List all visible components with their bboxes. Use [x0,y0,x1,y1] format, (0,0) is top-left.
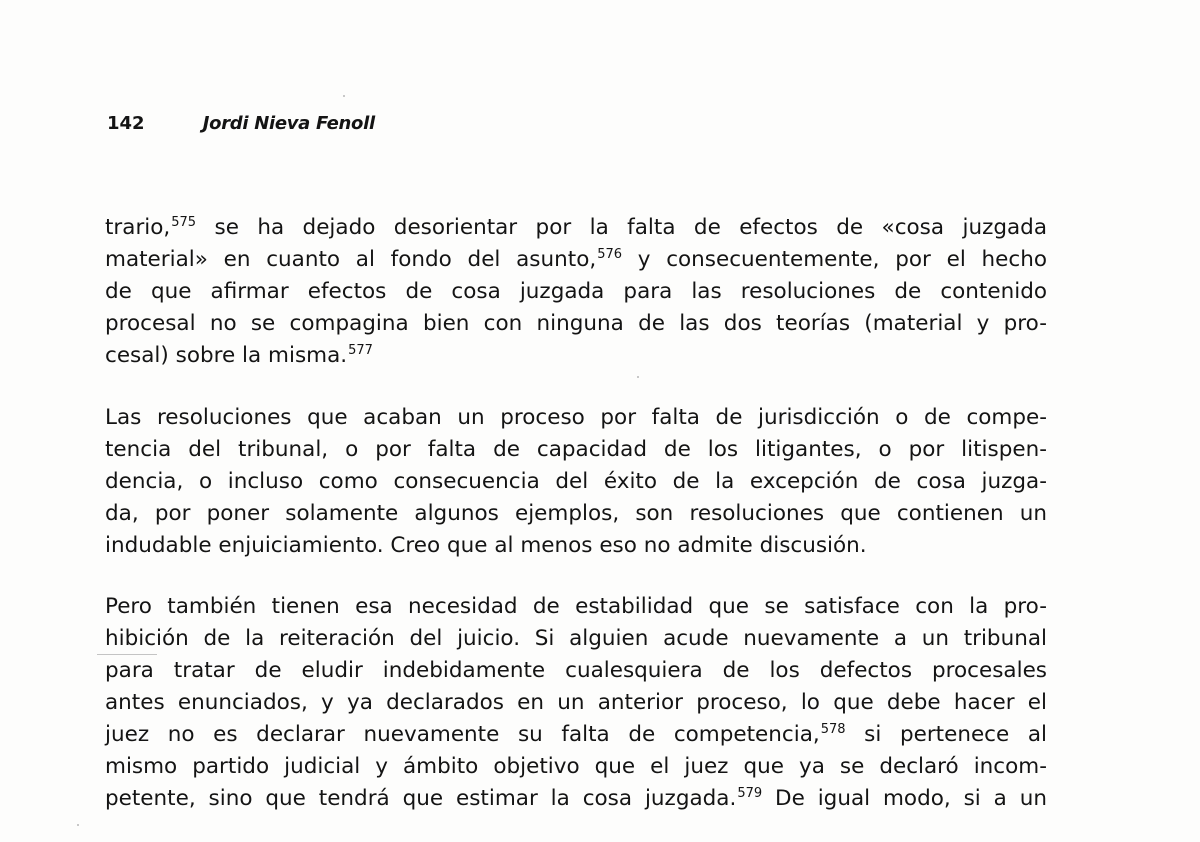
text-line: juez no es declarar nuevamente su falta de competencia,$^{578}$ si pertenece al [105,722,1047,747]
paragraph-1 [105,212,1047,372]
footnote-ref-575: 575 [171,215,197,230]
text-line: procesal no se compagina bien con ninguna de las dos teorías (material y pro- [105,311,1047,336]
text-line: Las resoluciones que acaban un proceso por falta de jurisdicción o de compe- [105,405,1047,430]
text-line: dencia, o incluso como consecuencia del éxito de la excepción de cosa juzga- [105,469,1047,494]
text-line: de que afirmar efectos de cosa juzgada para las resoluciones de contenido [105,279,1047,304]
text-line: petente, sino que tendrá que estimar la cosa juzgada.$^{579}$ De igual modo, si a un [105,786,1047,811]
text-line: antes enunciados, y ya declarados en un anterior proceso, lo que debe hacer el [105,690,1047,715]
paragraph-3 [105,591,1047,815]
page-number: 142 [107,113,145,134]
scan-speck [637,376,639,378]
text-line: Pero también tienen esa necesidad de estabilidad que se satisface con la pro- [105,594,1047,619]
footnote-ref-577: 577 [348,343,373,358]
scan-underline-mark [97,654,157,655]
text-line: tencia del tribunal, o por falta de capacidad de los litigantes, o por litispen- [105,437,1047,462]
text-line: da, por poner solamente algunos ejemplos, son resoluciones que contienen un [105,501,1047,526]
text-line: para tratar de eludir indebidamente cualesquiera de los defectos procesales [105,658,1047,683]
text-line: trario,$^{575}$ se ha dejado desorientar por la falta de efectos de «cosa juzgada [105,215,1047,240]
text-line: material» en cuanto al fondo del asunto,$^{576}$ y consecuentemente, por el hecho [105,247,1047,272]
text-line: indudable enjuiciamiento. Creo que al menos eso no admite discusión. [105,533,867,558]
footnote-ref-576: 576 [597,247,623,262]
running-head [107,112,375,136]
scan-speck [343,95,345,97]
scan-speck [77,824,79,826]
footnote-ref-579: 579 [737,786,763,801]
text-line: cesal) sobre la misma.$^{577}$ [105,343,373,368]
paragraph-2 [105,402,1047,562]
footnote-ref-578: 578 [820,722,846,737]
text-line: mismo partido judicial y ámbito objetivo que el juez que ya se declaró incom- [105,754,1047,779]
text-line: hibición de la reiteración del juicio. Si alguien acude nuevamente a un tribunal [105,626,1047,651]
running-head-author: Jordi Nieva Fenoll [202,113,375,134]
